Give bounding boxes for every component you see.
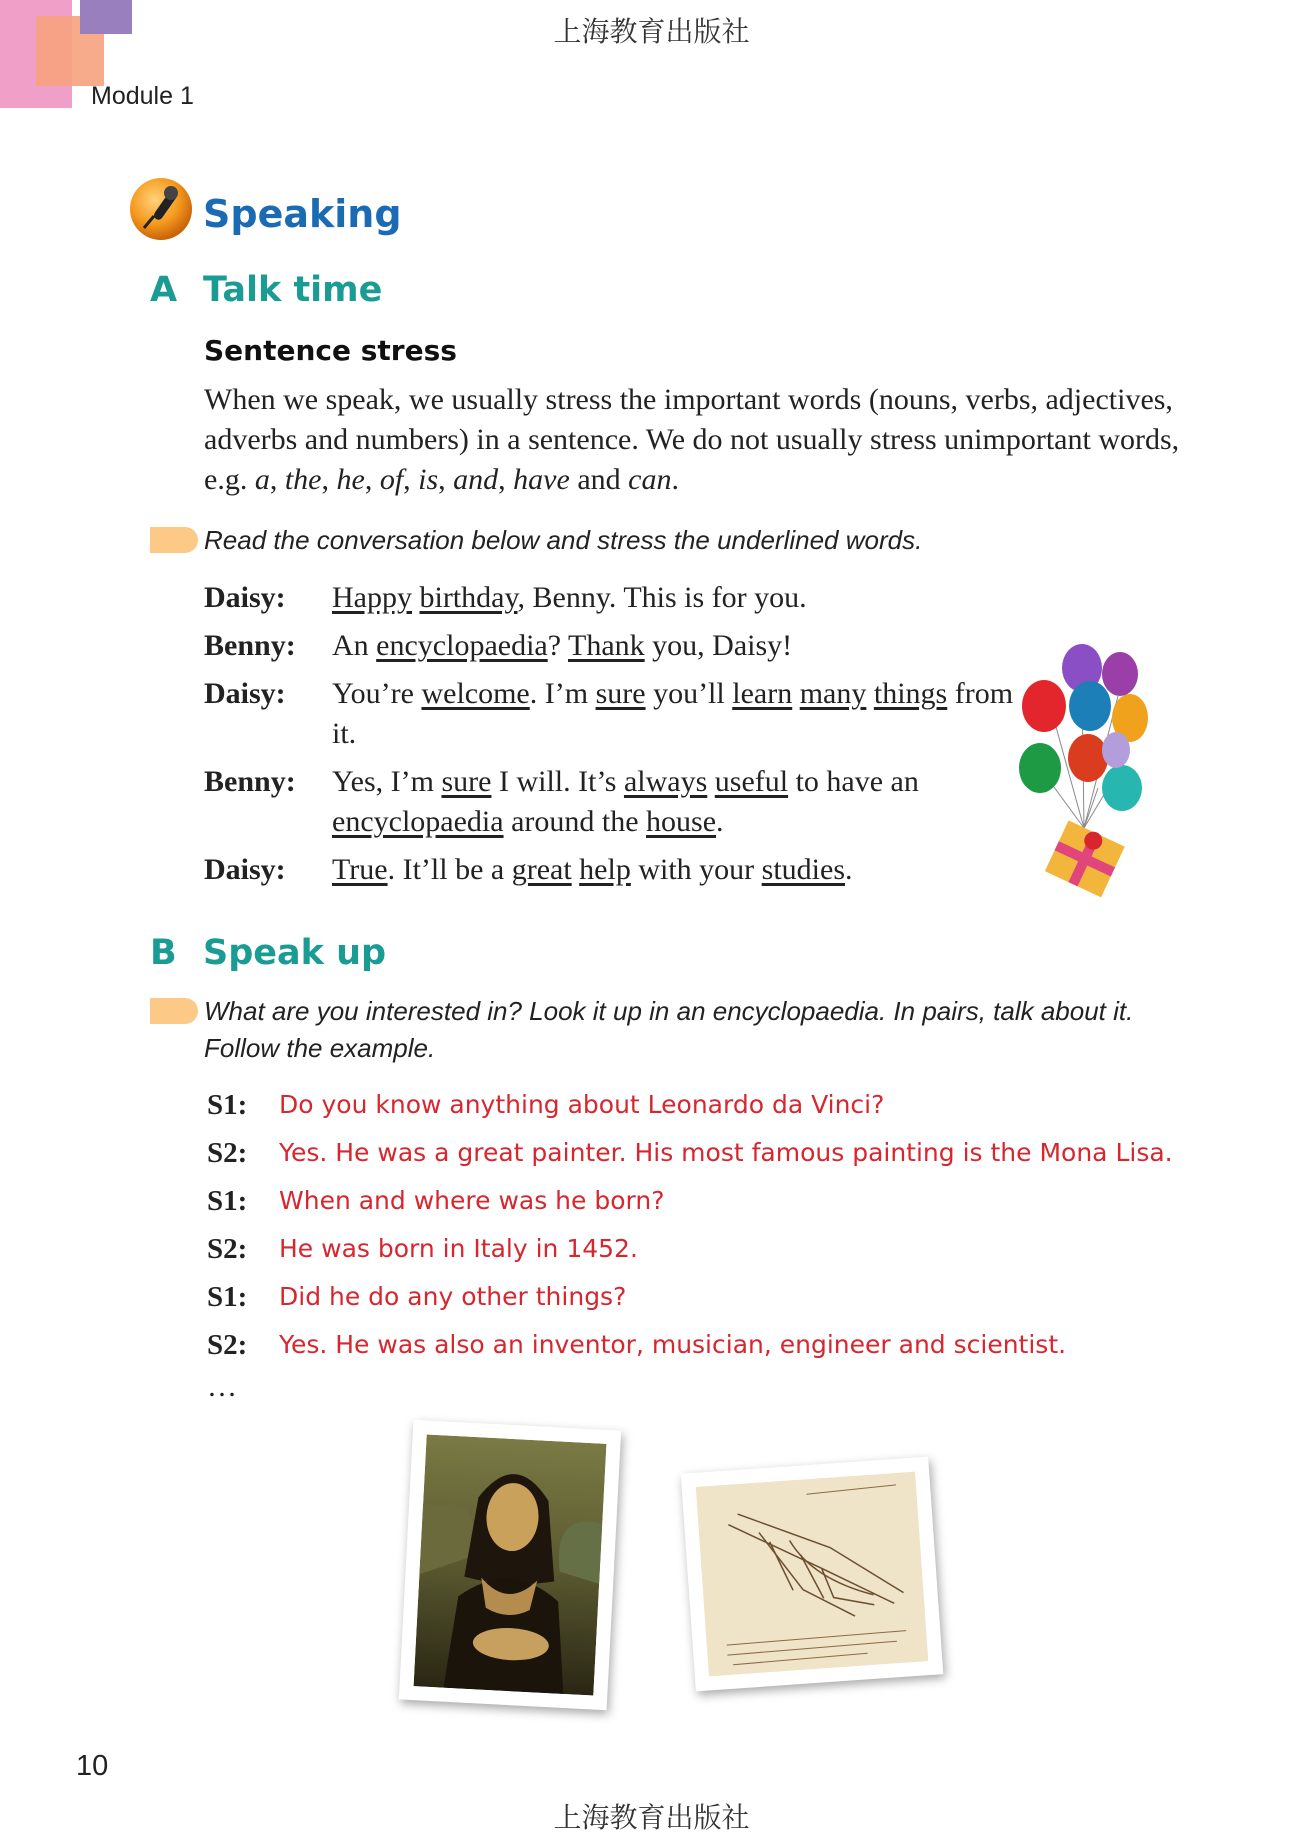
speaker-label: S1: <box>207 1089 248 1121</box>
speaker-label: Benny: <box>204 629 296 662</box>
conversation-text <box>332 674 1032 754</box>
stressed-word: things <box>873 677 948 710</box>
unstressed-text: from it. <box>332 677 1014 750</box>
part-b-instruction: What are you interested in? Look it up in an encyclopaedia. In pairs, talk about it. Follow the example. <box>204 996 1134 1063</box>
unstressed-text: you, Daisy! <box>644 629 793 662</box>
section-title: Speaking <box>203 192 402 236</box>
part-a-title: Talk time <box>203 270 383 310</box>
unstressed-text: to have an <box>788 765 919 798</box>
unstressed-text: I will. It’s <box>491 765 624 798</box>
speaker-label: S2: <box>207 1233 248 1265</box>
balloons-gift-illustration <box>1018 638 1148 908</box>
unstressed-text: An <box>332 629 377 662</box>
speaker-label: S2: <box>207 1329 248 1361</box>
stressed-word: great <box>511 853 572 886</box>
stressed-word: house <box>646 805 717 838</box>
stressed-word: help <box>579 853 631 886</box>
example-text: He was born in Italy in 1452. <box>279 1234 638 1263</box>
part-b-title: Speak up <box>203 933 387 973</box>
instruction-marker <box>150 527 198 553</box>
unstressed-text: . <box>716 805 724 838</box>
conversation-text <box>332 578 1032 618</box>
unstressed-text <box>866 677 874 710</box>
speaker-label: Benny: <box>204 765 296 798</box>
unstressed-text: you’ll <box>645 677 733 710</box>
part-b-letter: B <box>150 933 177 973</box>
header-publisher: 上海教育出版社 <box>553 15 750 48</box>
stressed-word: many <box>799 677 867 710</box>
unstressed-text <box>707 765 715 798</box>
conversation-text <box>332 626 1032 666</box>
example-text: Yes. He was a great painter. His most famous painting is the Mona Lisa. <box>279 1138 1173 1167</box>
stressed-word: birthday <box>419 581 518 614</box>
conversation-text <box>332 762 1032 842</box>
unstressed-text: around the <box>503 805 647 838</box>
unstressed-text: You’re <box>332 677 422 710</box>
stressed-word: sure <box>595 677 646 710</box>
part-a-heading: Sentence stress <box>204 334 457 367</box>
part-a-instruction: Read the conversation below and stress the underlined words. <box>204 525 923 555</box>
speaker-label: Daisy: <box>204 677 286 710</box>
unstressed-text: , Benny. This is for you. <box>517 581 807 614</box>
stressed-word: Happy <box>332 581 412 614</box>
module-label: Module 1 <box>91 82 194 110</box>
unstressed-text: . <box>845 853 853 886</box>
speaker-label: S2: <box>207 1137 248 1169</box>
flying-machine-sketch-photo <box>681 1457 944 1692</box>
stressed-word: welcome <box>421 677 530 710</box>
unstressed-text <box>792 677 800 710</box>
stressed-word: always <box>623 765 708 798</box>
speaker-label: S1: <box>207 1281 248 1313</box>
example-text: Do you know anything about Leonardo da Vinci? <box>279 1090 885 1119</box>
example-text: When and where was he born? <box>279 1186 665 1215</box>
unstressed-text: Yes, I’m <box>332 765 442 798</box>
stressed-word: encyclopaedia <box>376 629 548 662</box>
speaker-label: Daisy: <box>204 581 286 614</box>
instruction-marker <box>150 998 198 1024</box>
example-text: Did he do any other things? <box>279 1282 627 1311</box>
unstressed-text: with your <box>630 853 762 886</box>
stressed-word: useful <box>714 765 789 798</box>
stressed-word: True <box>332 853 388 886</box>
unstressed-text: . It’ll be a <box>387 853 512 886</box>
speaker-label: Daisy: <box>204 853 286 886</box>
mona-lisa-photo <box>399 1420 621 1711</box>
stressed-word: learn <box>732 677 793 710</box>
unstressed-text: . I’m <box>529 677 596 710</box>
page-number: 10 <box>76 1750 109 1782</box>
microphone-icon <box>128 176 194 242</box>
sentence-stress-text: When we speak, we usually stress the important words (nouns, verbs, adjectives, adverbs and numbers) in a sentence. We do not usually stress unimportant words, e.g. a, the, he, of, is, and, have and can. <box>204 383 1180 496</box>
stressed-word: Thank <box>568 629 645 662</box>
ellipsis: … <box>207 1370 237 1403</box>
footer-publisher: 上海教育出版社 <box>553 1801 750 1834</box>
conversation-text <box>332 850 1032 890</box>
stressed-word: encyclopaedia <box>332 805 504 838</box>
part-a-letter: A <box>150 270 178 310</box>
example-text: Yes. He was also an inventor, musician, engineer and scientist. <box>279 1330 1067 1359</box>
speaker-label: S1: <box>207 1185 248 1217</box>
unstressed-text: ? <box>547 629 569 662</box>
stressed-word: sure <box>441 765 492 798</box>
stressed-word: studies <box>761 853 845 886</box>
